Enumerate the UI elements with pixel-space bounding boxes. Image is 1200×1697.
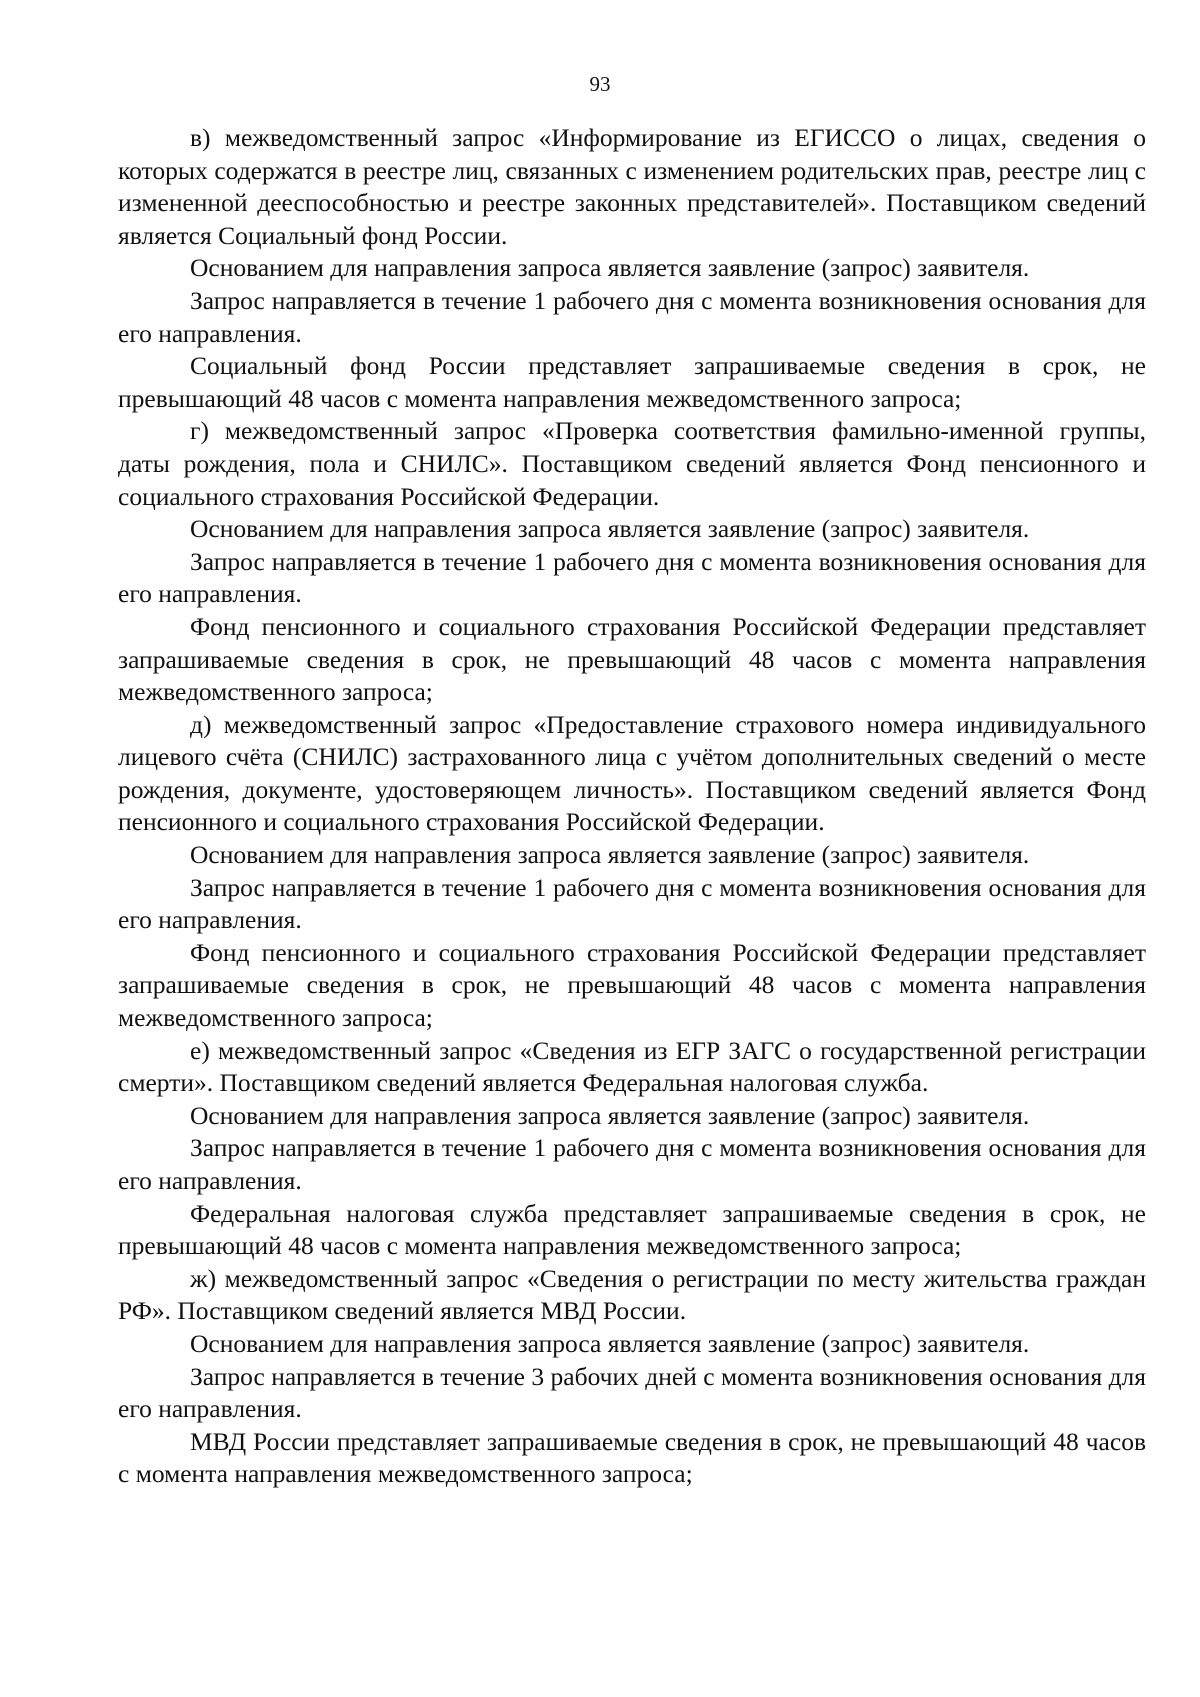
paragraph-response-term: Фонд пенсионного и социального страхования Российской Федерации представляет запрашиваемые сведения в срок, не превышающий 48 часов с момента направления межведомственного запроса; (118, 611, 1146, 707)
paragraph-timing: Запрос направляется в течение 1 рабочего дня с момента возникновения основания для его направления. (118, 285, 1146, 348)
paragraph-response-term: Федеральная налоговая служба представляет запрашиваемые сведения в срок, не превышающий 48 часов с момента направления межведомственного запроса; (118, 1198, 1146, 1261)
paragraph-basis: Основанием для направления запроса является заявление (запрос) заявителя. (190, 840, 1030, 870)
paragraph-timing: Запрос направляется в течение 3 рабочих дней с момента возникновения основания для его направления. (118, 1361, 1146, 1424)
paragraph-timing: Запрос направляется в течение 1 рабочего дня с момента возникновения основания для его направления. (118, 872, 1146, 935)
paragraph-item-e-zags-death: е) межведомственный запрос «Сведения из ЕГР ЗАГС о государственной регистрации смерти». Поставщиком сведений является Федеральная налоговая служба. (118, 1035, 1146, 1098)
paragraph-item-d-snils-provision: д) межведомственный запрос «Предоставление страхового номера индивидуального лицевого счёта (СНИЛС) застрахованного лица с учётом дополнительных сведений о месте рождения, документе, удостоверяющем личность». Поставщиком сведений является Фонд пенсионного и социального страхования Российской Федерации. (118, 709, 1146, 837)
paragraph-response-term: МВД России представляет запрашиваемые сведения в срок, не превышающий 48 часов с момента направления межведомственного запроса; (118, 1426, 1146, 1489)
paragraph-item-v-egisso: в) межведомственный запрос «Информирование из ЕГИССО о лицах, сведения о которых содержатся в реестре лиц, связанных с изменением родительских прав, реестре лиц с измененной дееспособностью и реестре законных представителей». Поставщиком сведений является Социальный фонд России. (118, 123, 1146, 250)
document-body (118, 122, 1146, 1491)
paragraph-item-g-snils-check: г) межведомственный запрос «Проверка соответствия фамильно-именной группы, даты рождения, пола и СНИЛС». Поставщиком сведений является Фонд пенсионного и социального страхования Российской Федерации. (118, 416, 1146, 511)
paragraph-basis: Основанием для направления запроса является заявление (запрос) заявителя. (190, 1328, 1030, 1358)
paragraph-basis: Основанием для направления запроса является заявление (запрос) заявителя. (190, 1100, 1030, 1130)
paragraph-basis: Основанием для направления запроса является заявление (запрос) заявителя. (190, 253, 1030, 283)
paragraph-timing: Запрос направляется в течение 1 рабочего дня с момента возникновения основания для его направления. (118, 1133, 1146, 1195)
paragraph-basis: Основанием для направления запроса является заявление (запрос) заявителя. (190, 514, 1030, 544)
paragraph-response-term: Фонд пенсионного и социального страхования Российской Федерации представляет запрашиваемые сведения в срок, не превышающий 48 часов с момента направления межведомственного запроса; (118, 937, 1146, 1033)
paragraph-timing: Запрос направляется в течение 1 рабочего дня с момента возникновения основания для его направления. (118, 546, 1146, 609)
paragraph-item-zh-residence: ж) межведомственный запрос «Сведения о регистрации по месту жительства граждан РФ». Поставщиком сведений является МВД России. (118, 1263, 1146, 1326)
paragraph-response-term: Социальный фонд России представляет запрашиваемые сведения в срок, не превышающий 48 часов с момента направления межведомственного запроса; (118, 351, 1146, 413)
page-number: 93 (589, 72, 611, 96)
